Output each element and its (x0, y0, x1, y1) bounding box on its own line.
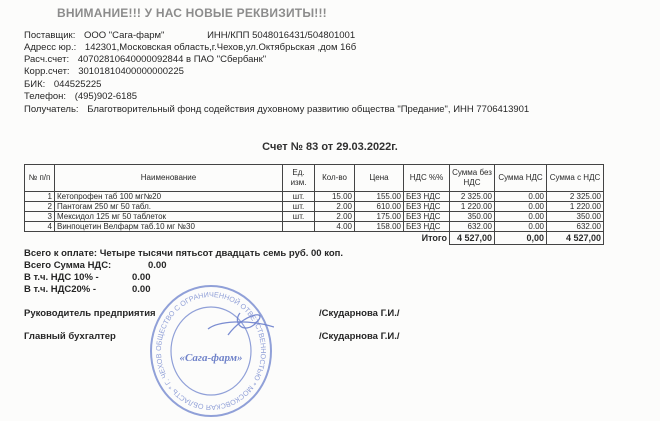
col-header-price: Цена (355, 165, 404, 192)
phone-value: (495)902-6185 (74, 91, 138, 102)
director-name: /Скударнова Г.И./ (319, 308, 400, 319)
cell-unit: шт. (283, 212, 315, 222)
cell-vat-sum: 0.00 (495, 192, 547, 202)
table-row (25, 202, 604, 212)
recipient-value: Благотворительный фонд содействия духовному развитию общества "Предание", ИНН 7706413901 (87, 104, 530, 115)
cell-number: 3 (25, 212, 55, 222)
vat10-line (24, 272, 151, 283)
recipient-label: Получатель: (24, 104, 79, 115)
col-header-name: Наименование (55, 165, 283, 192)
cell-vat-rate: БЕЗ НДС (404, 212, 450, 222)
cell-sum-with-vat: 2 325.00 (547, 192, 604, 202)
table-row (25, 212, 604, 222)
supplier-inn-kpp: ИНН/КПП 5048016431/504801001 (207, 30, 356, 41)
total-label: Итого (421, 232, 447, 243)
recipient-line (24, 104, 529, 116)
goods-table (24, 164, 604, 245)
vat10-value: 0.00 (132, 272, 151, 283)
invoice-title: Счет № 83 от 29.03.2022г. (262, 141, 398, 153)
cell-qty: 2.00 (315, 212, 355, 222)
supplier-label: Поставщик: (24, 30, 76, 41)
vat10-label: В т.ч. НДС 10% - (24, 272, 99, 283)
table-row (25, 222, 604, 232)
cell-price: 158.00 (355, 222, 404, 232)
supplier-line (24, 30, 355, 42)
cell-vat-rate: БЕЗ НДС (404, 202, 450, 212)
cell-qty: 2.00 (315, 202, 355, 212)
cell-sum-with-vat: 350.00 (547, 212, 604, 222)
col-header-sum-with-vat: Сумма с НДС (547, 165, 604, 192)
signature-scribble (208, 313, 274, 335)
company-seal-stamp (148, 283, 274, 419)
new-requisites-notice: ВНИМАНИЕ!!! У НАС НОВЫЕ РЕКВИЗИТЫ!!! (57, 6, 327, 20)
cell-number: 1 (25, 192, 55, 202)
cell-sum-no-vat: 350.00 (450, 212, 495, 222)
cell-price: 155.00 (355, 192, 404, 202)
supplier-value: ООО "Сага-фарм" (84, 30, 165, 41)
cell-name: Кетопрофен таб 100 мг№20 (55, 192, 283, 202)
total-sum-no-vat: 4 527,00 (450, 232, 495, 245)
cell-name: Пантогам 250 мг 50 табл. (55, 202, 283, 212)
address-label: Адресс юр.: (24, 42, 77, 53)
account-value: 40702810640000092844 в ПАО "Сбербанк" (77, 54, 267, 65)
bik-line (24, 79, 101, 91)
vat20-value: 0.00 (132, 284, 151, 295)
cell-number: 2 (25, 202, 55, 212)
cell-name: Винпоцетин Велфарм таб.10 мг №30 (55, 222, 283, 232)
col-header-sum-no-vat: Сумма без НДС (450, 165, 495, 192)
vat20-label: В т.ч. НДС20% - (24, 284, 97, 295)
cell-vat-rate: БЕЗ НДС (404, 192, 450, 202)
phone-line (24, 91, 137, 103)
bik-label: БИК: (24, 79, 46, 90)
cell-sum-with-vat: 1 220.00 (547, 202, 604, 212)
corr-account-label: Корр.счет: (24, 66, 70, 77)
director-label: Руководитель предприятия (24, 308, 156, 319)
vat-total-label: Всего Сумма НДС: (24, 260, 112, 271)
total-row (25, 232, 604, 245)
bik-value: 044525225 (53, 79, 102, 90)
account-label: Расч.счет: (24, 54, 70, 65)
col-header-vat-rate: НДС %% (404, 165, 450, 192)
address-value: 142301,Московская область,г.Чехов,ул.Октябрьская ,дом 16б (84, 42, 357, 53)
cell-qty: 4.00 (315, 222, 355, 232)
table-header-row (25, 165, 604, 192)
col-header-unit: Ед. изм. (283, 165, 315, 192)
col-header-number: № п/п (25, 165, 55, 192)
vat-total-line (24, 260, 167, 271)
cell-qty: 15.00 (315, 192, 355, 202)
account-line (24, 54, 266, 66)
table-row (25, 192, 604, 202)
cell-vat-sum: 0.00 (495, 202, 547, 212)
col-header-vat-sum: Сумма НДС (495, 165, 547, 192)
total-in-words: Всего к оплате: Четыре тысячи пятьсот двадцать семь руб. 00 коп. (24, 248, 344, 259)
cell-unit (283, 222, 315, 232)
total-vat-sum: 0,00 (495, 232, 547, 245)
cell-price: 175.00 (355, 212, 404, 222)
cell-vat-sum: 0.00 (495, 212, 547, 222)
accountant-name: /Скударнова Г.И./ (319, 331, 400, 342)
cell-unit: шт. (283, 202, 315, 212)
cell-vat-rate: БЕЗ НДС (404, 222, 450, 232)
stamp-center-text: «Сага-фарм» (179, 352, 243, 364)
col-header-qty: Кол-во (315, 165, 355, 192)
cell-vat-sum: 0.00 (495, 222, 547, 232)
total-sum-with-vat: 4 527,00 (547, 232, 604, 245)
cell-name: Мексидол 125 мг 50 таблеток (55, 212, 283, 222)
phone-label: Телефон: (24, 91, 67, 102)
vat20-line (24, 284, 151, 295)
stamp-ring-text: ОБЩЕСТВО С ОГРАНИЧЕННОЙ ОТВЕТСТВЕННОСТЬЮ * МОСКОВСКАЯ ОБЛАСТЬ * Г. ЧЕХОВ (153, 289, 269, 413)
cell-unit: шт. (283, 192, 315, 202)
cell-sum-no-vat: 1 220.00 (450, 202, 495, 212)
corr-account-line (24, 66, 184, 78)
cell-price: 610.00 (355, 202, 404, 212)
cell-sum-no-vat: 2 325.00 (450, 192, 495, 202)
vat-total-value: 0.00 (148, 260, 167, 271)
corr-account-value: 30101810400000000225 (78, 66, 184, 77)
cell-number: 4 (25, 222, 55, 232)
cell-sum-with-vat: 632.00 (547, 222, 604, 232)
accountant-label: Главный бухгалтер (24, 331, 116, 342)
address-line (24, 42, 356, 54)
cell-sum-no-vat: 632.00 (450, 222, 495, 232)
total-spacer (25, 232, 404, 245)
